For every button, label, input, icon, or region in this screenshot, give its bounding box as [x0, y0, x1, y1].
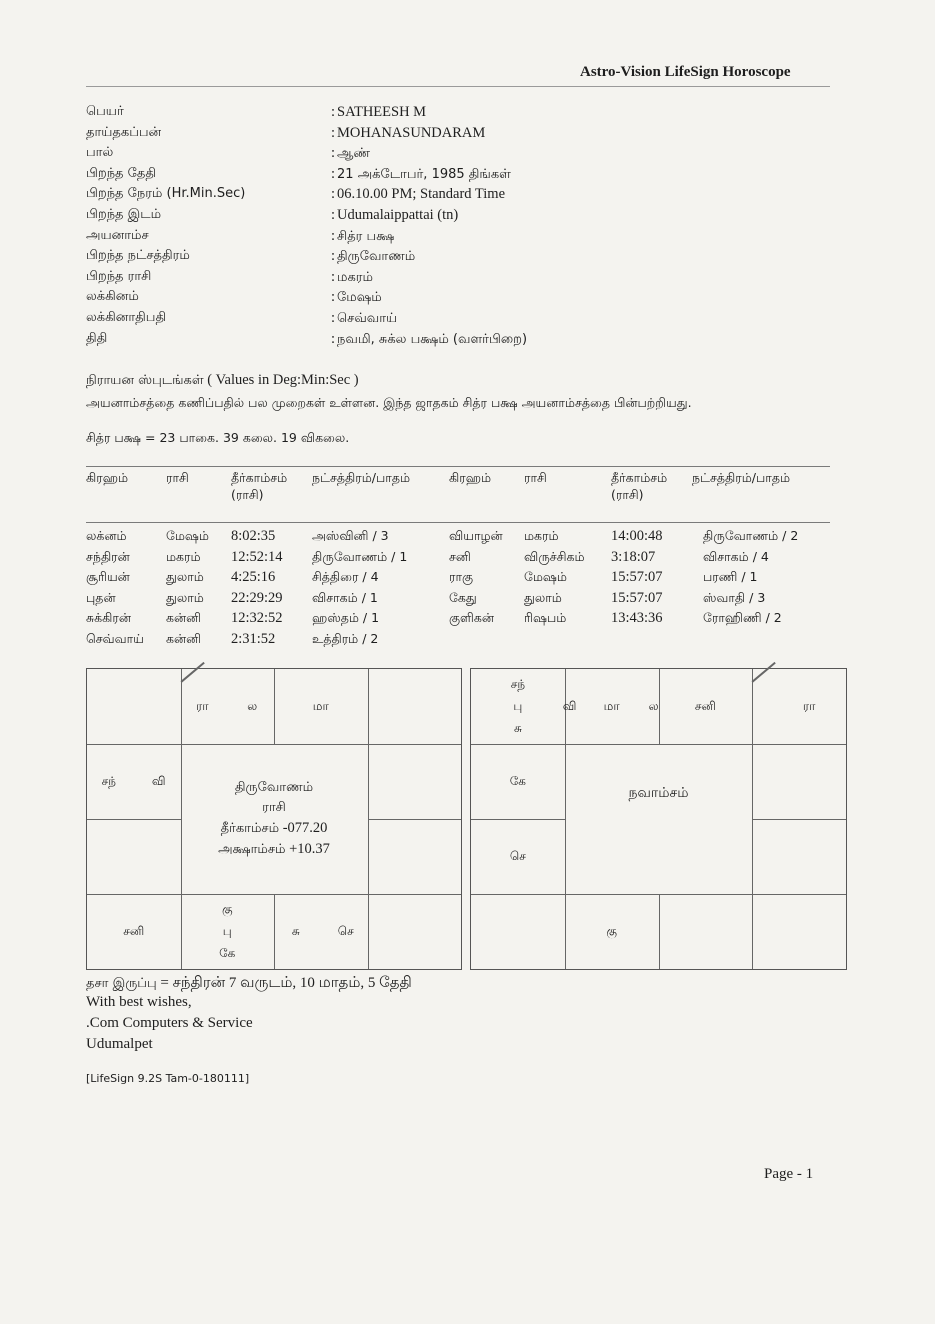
field-value-wrap: [331, 331, 527, 348]
field-colon: :: [331, 310, 336, 326]
field-value-wrap: [331, 310, 397, 327]
center-star: திருவோணம்: [234, 780, 314, 795]
field-value-wrap: [331, 289, 382, 306]
field-label: பிறந்த நேரம் (Hr.Min.Sec): [86, 186, 246, 202]
table-header: ராசி: [166, 470, 189, 485]
chart-planet: ல: [247, 698, 258, 713]
field-value-wrap: [331, 125, 485, 142]
table-cell: துலாம்: [166, 569, 204, 585]
table-cell: சித்திரை / 4: [312, 569, 379, 585]
table-cell: அஸ்வினி / 3: [312, 528, 389, 543]
field-value-wrap: [331, 269, 373, 286]
table-cell: துலாம்: [524, 589, 562, 605]
field-colon: :: [331, 165, 336, 182]
field-row: [86, 145, 846, 165]
field-colon: :: [331, 227, 336, 244]
table-cell: ரிஷபம்: [524, 610, 567, 626]
table-cell: கன்னி: [166, 631, 202, 646]
chart-planet: மா: [603, 698, 620, 713]
table-cell: மகரம்: [166, 548, 201, 564]
field-value-wrap: [331, 228, 394, 245]
chart-center: [565, 744, 753, 894]
field-value: மேஷம்: [337, 290, 382, 306]
table-cell: 8:02:35: [231, 528, 276, 544]
center-chart-name: நவாம்சம்: [628, 785, 689, 801]
chart-planet: செ: [337, 923, 354, 938]
chart-gridline: [274, 894, 275, 969]
chart-planet: வி: [151, 773, 166, 788]
field-colon: :: [331, 248, 336, 265]
table-header: தீர்காம்சம் (ராசி): [231, 470, 288, 502]
longitude-value: -077.20: [282, 820, 328, 836]
table-cell: 14:00:48: [611, 528, 663, 544]
table-header: கிரஹம்: [86, 470, 129, 485]
field-value-wrap: [331, 166, 511, 183]
chart-gridline: [87, 819, 181, 820]
nirayana-heading: [86, 372, 359, 389]
table-header: தீர்காம்சம் (ராசி): [611, 470, 668, 502]
chart-planet: சனி: [123, 923, 145, 938]
field-row: [86, 289, 846, 309]
field-value: SATHEESH M: [337, 104, 427, 120]
chart-planet: சனி: [694, 698, 716, 713]
table-cell: 4:25:16: [231, 569, 276, 586]
table-cell: லக்னம்: [86, 528, 127, 543]
table-cell: பரணி / 1: [703, 569, 758, 585]
company-city: Udumalpet: [86, 1036, 153, 1052]
field-row: [86, 166, 846, 186]
table-cell: 15:57:07: [611, 569, 663, 586]
ayanamsa-note: அயனாம்சத்தை கணிப்பதில் பல முறைகள் உள்ளன. இந்த ஜாதகம் சித்ர பக்ஷ அயனாம்சத்தை பின்பற்றியது.: [86, 395, 692, 410]
table-cell: உத்திரம் / 2: [312, 631, 379, 646]
chart-planet: மா: [312, 698, 329, 713]
chart-gridline: [752, 819, 846, 820]
header-divider: [86, 86, 830, 87]
field-label: பிறந்த நட்சத்திரம்: [86, 248, 190, 264]
field-label: லக்கினாதிபதி: [86, 310, 167, 325]
dasa-balance: தசா இருப்பு = சந்திரன் 7 வருடம், 10 மாதம், 5 தேதி: [86, 975, 412, 991]
table-cell: மேஷம்: [166, 528, 209, 543]
field-row: [86, 125, 846, 145]
table-cell: சூரியன்: [86, 569, 130, 585]
chart-planet: சந்: [101, 773, 116, 788]
table-cell: சனி: [449, 548, 471, 564]
field-colon: :: [331, 124, 336, 141]
field-row: [86, 248, 846, 268]
chart-center: [181, 744, 368, 894]
chart-planet: கே: [219, 945, 236, 960]
rasi-chart: [86, 668, 462, 970]
field-value: மகரம்: [337, 269, 373, 285]
table-header: நட்சத்திரம்/பாதம்: [312, 470, 411, 485]
chart-planet: கு: [606, 923, 617, 938]
table-cell: வியாழன்: [449, 528, 503, 543]
field-label: திதி: [86, 330, 108, 346]
table-cell: செவ்வாய்: [86, 631, 144, 646]
center-chart-name: ராசி: [262, 800, 286, 815]
greeting: With best wishes,: [86, 994, 192, 1010]
field-label: பால்: [86, 145, 114, 161]
table-header: நட்சத்திரம்/பாதம்: [692, 470, 791, 485]
table-cell: 12:52:14: [231, 548, 283, 565]
chart-planet: ரா: [196, 698, 209, 713]
table-cell: 22:29:29: [231, 589, 283, 606]
field-value-wrap: [331, 207, 458, 224]
chart-planet: ல: [648, 698, 659, 713]
field-label: பிறந்த இடம்: [86, 207, 162, 222]
field-row: [86, 310, 846, 330]
field-colon: :: [331, 104, 336, 120]
chart-planet: பு: [222, 923, 232, 938]
table-cell: சுக்கிரன்: [86, 610, 131, 626]
field-value: 06.10.00 PM; Standard Time: [337, 186, 506, 203]
field-label: பிறந்த ராசி: [86, 268, 152, 284]
field-row: [86, 207, 846, 227]
center-longitude: [221, 818, 328, 839]
chart-gridline: [368, 819, 462, 820]
navamsa-chart: [470, 668, 847, 970]
lagna-marker: [180, 662, 204, 682]
chart-gridline: [659, 669, 660, 744]
chart-planet: பு: [513, 698, 523, 713]
chart-planet: சு: [513, 720, 522, 735]
longitude-label: தீர்காம்சம்: [220, 821, 280, 836]
table-cell: ஹஸ்தம் / 1: [312, 610, 380, 626]
field-label: லக்கினம்: [86, 289, 139, 305]
table-header: ராசி: [524, 470, 547, 485]
table-cell: 12:32:52: [231, 610, 283, 627]
field-row: [86, 331, 846, 351]
table-cell: 3:18:07: [611, 548, 656, 565]
field-colon: :: [331, 268, 336, 285]
field-value: செவ்வாய்: [337, 311, 398, 326]
nirayana-english: ( Values in Deg:Min:Sec ): [203, 372, 359, 388]
field-value-wrap: [331, 186, 505, 203]
field-value: Udumalaippattai (tn): [337, 207, 459, 223]
chart-planet: ரா: [802, 698, 816, 713]
field-value: நவமி, சுக்ல பக்ஷம் (வளர்பிறை): [337, 331, 528, 347]
table-header-rule: [86, 522, 830, 523]
chart-planet: சு: [291, 923, 300, 938]
field-colon: :: [331, 289, 336, 306]
table-cell: குளிகன்: [449, 610, 494, 626]
table-cell: துலாம்: [166, 589, 204, 605]
table-cell: விசாகம் / 1: [312, 589, 378, 605]
table-cell: புதன்: [86, 589, 116, 605]
field-value: 21 அக்டோபர், 1985 திங்கள்: [337, 166, 511, 182]
table-header: கிரஹம்: [449, 470, 492, 485]
field-row: [86, 104, 846, 124]
table-cell: 15:57:07: [611, 589, 663, 606]
field-value: ஆண்: [337, 146, 371, 162]
table-cell: திருவோணம் / 2: [703, 528, 799, 543]
field-row: [86, 269, 846, 289]
table-cell: 2:31:52: [231, 631, 276, 647]
dasa-value: சந்திரன் 7 வருடம், 10 மாதம், 5 தேதி: [172, 975, 412, 991]
center-latitude: [218, 839, 330, 860]
field-colon: :: [331, 145, 336, 162]
table-top-rule: [86, 466, 830, 467]
latitude-label: அக்ஷாம்சம்: [218, 842, 286, 857]
field-label: பெயர்: [86, 104, 124, 119]
chart-planet: செ: [509, 848, 526, 863]
field-colon: :: [331, 330, 336, 347]
table-cell: கன்னி: [166, 610, 202, 626]
field-colon: :: [331, 186, 336, 203]
latitude-value: +10.37: [289, 841, 330, 857]
table-cell: மேஷம்: [524, 569, 567, 585]
chart-planet: கு: [221, 901, 233, 916]
table-cell: மகரம்: [524, 528, 559, 543]
nirayana-tamil: நிராயன ஸ்புடங்கள்: [86, 373, 204, 388]
field-colon: :: [331, 207, 336, 223]
table-cell: விசாகம் / 4: [703, 548, 769, 564]
field-row: [86, 186, 846, 206]
table-cell: விருச்சிகம்: [524, 548, 585, 564]
field-value-wrap: [331, 104, 426, 121]
field-row: [86, 228, 846, 248]
field-value: சித்ர பக்ஷ: [337, 228, 395, 244]
chart-gridline: [659, 894, 660, 969]
chart-gridline: [274, 669, 275, 744]
table-cell: சந்திரன்: [86, 548, 130, 564]
field-label: தாய்தகப்பன்: [86, 124, 162, 140]
table-cell: 13:43:36: [611, 610, 663, 627]
table-cell: ரோஹிணி / 2: [703, 610, 782, 626]
chart-planet: சந்: [510, 676, 526, 691]
field-value-wrap: [331, 145, 370, 162]
field-value-wrap: [331, 248, 415, 265]
dasa-label: தசா இருப்பு: [86, 976, 157, 991]
header-title: Astro-Vision LifeSign Horoscope: [580, 64, 791, 80]
chart-gridline: [471, 819, 565, 820]
field-label: அயனாம்ச: [86, 227, 149, 243]
lagna-marker: [752, 662, 776, 682]
field-label: பிறந்த தேதி: [86, 165, 156, 181]
chart-planet: வி: [562, 698, 577, 713]
table-cell: ஸ்வாதி / 3: [703, 589, 766, 605]
company-name: .Com Computers & Service: [86, 1015, 253, 1031]
table-cell: திருவோணம் / 1: [312, 548, 408, 564]
table-cell: கேது: [449, 589, 477, 605]
table-cell: ராகு: [449, 569, 474, 585]
software-version: [LifeSign 9.2S Tam-0-180111]: [86, 1072, 250, 1085]
field-value: திருவோணம்: [337, 249, 416, 265]
chart-planet: கே: [509, 773, 526, 788]
field-value: MOHANASUNDARAM: [337, 124, 486, 141]
page-number: Page - 1: [764, 1166, 814, 1182]
chitra-paksha-value: சித்ர பக்ஷ = 23 பாகை. 39 கலை. 19 விகலை.: [86, 430, 350, 445]
